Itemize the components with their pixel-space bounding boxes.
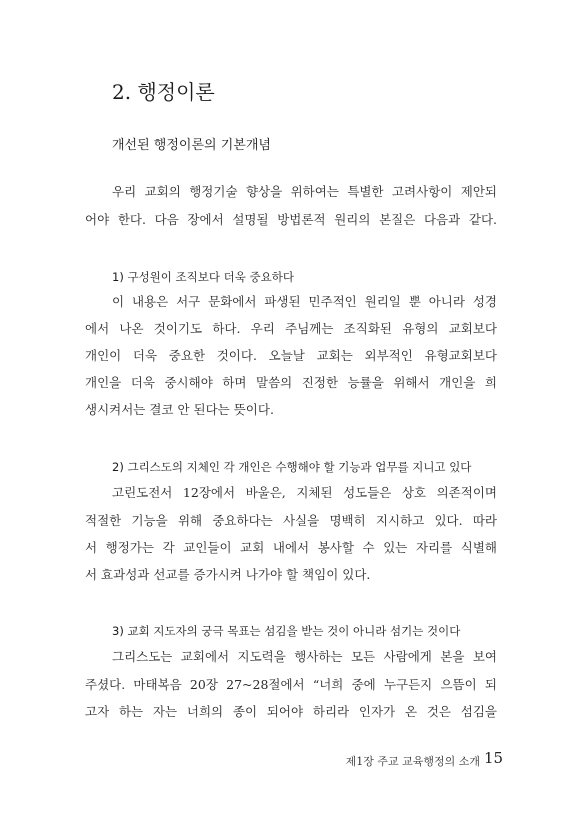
point-line: 그리스도는 교회에서 지도력을 행사하는 모든 사람에게 본을 보여 xyxy=(112,649,497,664)
point-heading: 3) 교회 지도자의 궁극 목표는 섬김을 받는 것이 아니라 섬기는 것이다 xyxy=(112,624,461,638)
chapter-title: 2. 행정이론 xyxy=(112,80,215,104)
point-line: 고자 하는 자는 너희의 종이 되어야 하리라 인자가 온 것은 섬김을 xyxy=(85,704,497,719)
point-line: 고린도전서 12장에서 바울은, 지체된 성도들은 상호 의존적이며 xyxy=(112,485,497,500)
point-line: 서 효과성과 선교를 증가시켜 나가야 할 책임이 있다. xyxy=(85,567,371,582)
point-line: 적절한 기능을 위해 중요하다는 사실을 명백히 지시하고 있다. 따라 xyxy=(85,513,497,528)
intro-line: 우리 교회의 행정기술 향상을 위하여는 특별한 고려사항이 제안되 xyxy=(112,184,497,199)
intro-line: 어야 한다. 다음 장에서 설명될 방법론적 원리의 본질은 다음과 같다. xyxy=(85,212,497,227)
point-line: 생시켜서는 결코 안 된다는 뜻이다. xyxy=(85,402,274,417)
point-heading: 1) 구성원이 조직보다 더욱 중요하다 xyxy=(112,270,294,284)
point-line: 주셨다. 마태복음 20장 27~28절에서 “너희 중에 누구든지 으뜸이 되 xyxy=(85,677,497,692)
page-number: 15 xyxy=(484,749,504,767)
point-line: 에서 나온 것이기도 하다. 우리 주님께는 조직화된 유형의 교회보다 xyxy=(85,321,497,336)
point-line: 서 행정가는 각 교인들이 교회 내에서 봉사할 수 있는 자리를 식별해 xyxy=(85,540,497,555)
running-head: 제1장 주교 교육행정의 소개 xyxy=(345,755,480,768)
point-line: 개인이 더욱 중요한 것이다. 오늘날 교회는 외부적인 유형교회보다 xyxy=(85,348,497,363)
point-line: 이 내용은 서구 문화에서 파생된 민주적인 원리일 뿐 아니라 성경 xyxy=(112,294,497,309)
point-heading: 2) 그리스도의 지체인 각 개인은 수행해야 할 기능과 업무를 지니고 있다 xyxy=(112,460,472,474)
point-line: 개인을 더욱 중시해야 하며 말씀의 진정한 능률을 위해서 개인을 희 xyxy=(85,375,497,390)
section-title: 개선된 행정이론의 기본개념 xyxy=(112,138,271,153)
